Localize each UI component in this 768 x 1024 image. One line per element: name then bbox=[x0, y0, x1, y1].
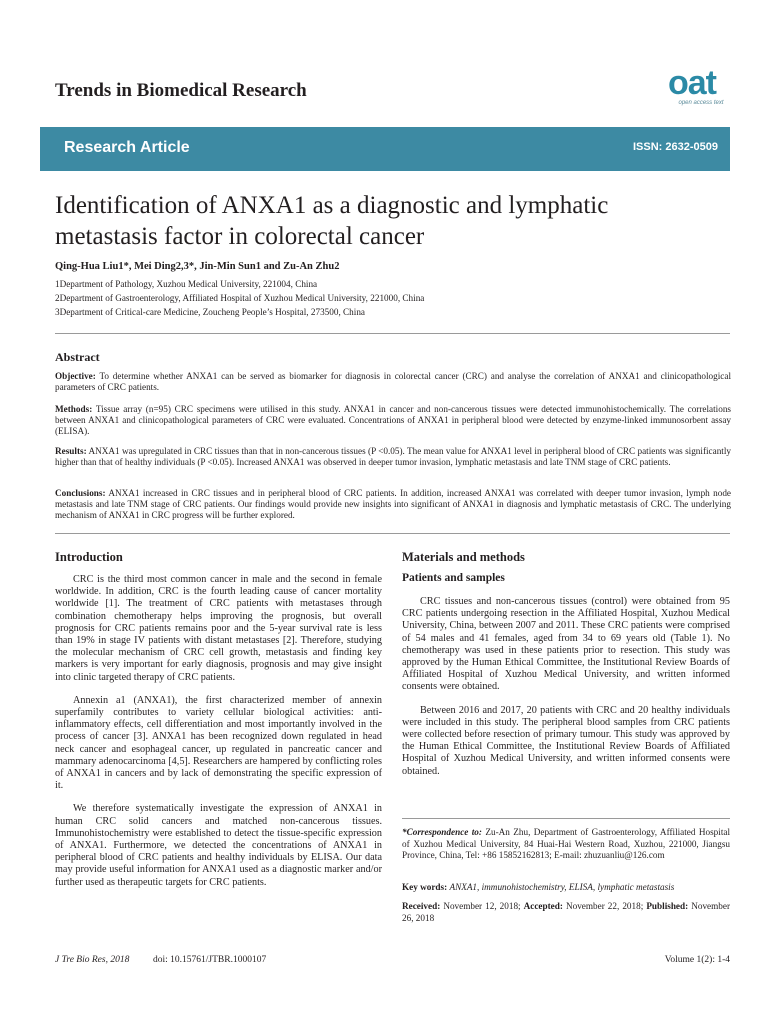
author-list: Qing-Hua Liu1*, Mei Ding2,3*, Jin-Min Sun1 and Zu-An Zhu2 bbox=[55, 261, 340, 272]
footer-doi: doi: 10.15761/JTBR.1000107 bbox=[153, 955, 267, 965]
abstract-conclusions bbox=[55, 488, 731, 522]
results-text: ANXA1 was upregulated in CRC tissues than that in non-cancerous tissues (P <0.05). The mean value for ANXA1 level in peripheral blood of CRC patients was significantly higher than that of healthy individuals (P <0.05). Increased ANXA1 was observed in deeper tumor invasion, lymphatic metastasis and late TNM stage of CRC patients. bbox=[55, 446, 732, 468]
keywords bbox=[402, 882, 730, 894]
intro-paragraph-1: CRC is the third most common cancer in male and the second in female worldwide. In addition, CRC is the fourth leading cause of cancer mortality worldwide [1]. The treatment of CRC patients with metastases through combination chemotherapy helps improving the prognosis, but overall prognosis for CRC patients remains poor and the 5-year survival rate is less than 19% in stage IV patients with distant metastases [2]. Therefore, studying the molecular mechanism of CRC cell growth, metastasis and finding key markers is very important for early diagnosis, prognosis and may give insight into clinic targeted therapy of CRC patients. bbox=[55, 574, 382, 683]
correspondence-label: *Correspondence to: bbox=[402, 827, 482, 837]
introduction-body bbox=[55, 574, 382, 889]
abstract-methods bbox=[55, 404, 731, 438]
divider bbox=[55, 533, 730, 534]
affiliation-3: 3Department of Critical-care Medicine, Zoucheng People’s Hospital, 273500, China bbox=[55, 307, 365, 317]
methods-heading: Materials and methods bbox=[402, 550, 525, 564]
article-type-label: Research Article bbox=[64, 139, 190, 156]
abstract-objective bbox=[55, 371, 731, 393]
keywords-label: Key words: bbox=[402, 882, 448, 892]
accepted-label: Accepted: bbox=[523, 901, 563, 911]
patients-subheading: Patients and samples bbox=[402, 572, 505, 584]
received-date: November 12, 2018; bbox=[443, 901, 521, 911]
published-label: Published: bbox=[646, 901, 689, 911]
affiliation-2: 2Department of Gastroenterology, Affiliated Hospital of Xuzhou Medical University, 221000, China bbox=[55, 293, 425, 303]
title-line-1: Identification of ANXA1 as a diagnostic and lymphatic bbox=[55, 192, 609, 219]
intro-paragraph-3: We therefore systematically investigate the expression of ANXA1 in human CRC solid cancers and matched non-cancerous tissues. Immunohistochemistry were established to detect the tissue-specific expression of ANXA1. Furthermore, we detected the concentrations of ANXA1 in peripheral blood of CRC patients and healthy individuals by ELISA. Our data may provide useful information for ANXA1 used as a diagnostic marker and/or further used as therapeutic targets for CRC patients. bbox=[55, 803, 382, 888]
conclusions-text: ANXA1 increased in CRC tissues and in peripheral blood of CRC patients. In addition, increased ANXA1 was correlated with deeper tumor invasion, lymph node metastasis and late TNM stage of CRC patients. Our findings would provide new insights into significant of ANXA1 in diagnosis and lymphatic metastasis of CRC. The underlying mechanism of ANXA1 in CRC progress will be further explored. bbox=[55, 488, 731, 521]
methods-label: Methods: bbox=[55, 404, 93, 414]
journal-name: Trends in Biomedical Research bbox=[55, 80, 307, 101]
footer-citation: J Tre Bio Res, 2018 bbox=[55, 955, 130, 965]
correspondence-text: Zu-An Zhu, Department of Gastroenterology, Affiliated Hospital of Xuzhou Medical University, 84 Huai-Hai Western Road, Xuzhou, 221000, Jiangsu Province, China, Tel: +86 15852162813; E-mail: zhuzuanliu@126.com bbox=[402, 827, 731, 860]
results-label: Results: bbox=[55, 446, 87, 456]
article-dates bbox=[402, 901, 730, 924]
logo-word: oat bbox=[668, 64, 716, 102]
issn-label: ISSN: 2632-0509 bbox=[633, 141, 718, 153]
title-line-2: metastasis factor in colorectal cancer bbox=[55, 223, 425, 250]
article-type-banner bbox=[40, 127, 730, 171]
methods-paragraph-2: Between 2016 and 2017, 20 patients with CRC and 20 healthy individuals were included in this study. The peripheral blood samples from CRC patients were collected before resection of primary tumour. This study was approved by the Human Ethical Committee, the Institutional Review Boards of Affiliated Hospital of Xuzhou Medical University, and written informed consents were obtained. bbox=[402, 704, 730, 777]
methods-paragraph-1: CRC tissues and non-cancerous tissues (control) were obtained from 95 CRC patients undergoing resection in the Affiliated Hospital, Xuzhou Medical University, China, between 2007 and 2011. These CRC patients were comprised of 54 males and 41 females, aged from 34 to 69 years old (Table 1). No chemotherapy was used in these patients prior to resection. This study was approved by the Human Ethical Committee, the Institutional Review Boards of Affiliated Hospital of Xuzhou Medical University, and written informed consents were obtained. bbox=[402, 596, 730, 693]
received-label: Received: bbox=[402, 901, 441, 911]
objective-text: To determine whether ANXA1 can be served as biomarker for diagnosis in colorectal cancer (CRC) and analyse the correlation of ANXA1 and clinicopathological parameters of CRC patients. bbox=[55, 371, 731, 393]
abstract-results bbox=[55, 446, 731, 468]
introduction-heading: Introduction bbox=[55, 550, 123, 564]
footer-volume: Volume 1(2): 1-4 bbox=[664, 955, 730, 965]
accepted-date: November 22, 2018; bbox=[565, 901, 644, 911]
methods-text: Tissue array (n=95) CRC specimens were utilised in this study. ANXA1 in cancer and non-cancerous tissues were detected immunohistochemically. The correlations between ANXA1 and clinicopathological parameters of CRC were evaluated. Concentrations of ANXA1 in peripheral blood were detected by enzyme-linked immunosorbent assay (ELISA). bbox=[55, 404, 731, 437]
intro-paragraph-2: Annexin a1 (ANXA1), the first characterized member of annexin superfamily contributes to variety cellular biological activities: anti-inflammatory effects, cell differentiation and most importantly involved in the process of cancer [3]. ANXA1 has been recognized down regulated in head neck cancer and esophageal cancer, up regulated in pancreatic cancer and mammary adenocarcinoma [4,5]. Researchers are hampered by conflicting roles of ANXA1 in cancers and by lack of demonstrating the specific expression of it. bbox=[55, 694, 382, 792]
published-date: November 26, 2018 bbox=[402, 901, 731, 923]
keywords-text: ANXA1, immunohistochemistry, ELISA, lymphatic metastasis bbox=[449, 882, 675, 892]
divider bbox=[55, 333, 730, 334]
conclusions-label: Conclusions: bbox=[55, 488, 106, 498]
abstract-heading: Abstract bbox=[55, 350, 100, 364]
correspondence-note bbox=[402, 827, 730, 862]
logo-tagline: open access text bbox=[678, 100, 724, 106]
article-title bbox=[55, 190, 735, 252]
divider bbox=[402, 818, 730, 819]
oat-logo bbox=[668, 66, 734, 106]
methods-body bbox=[402, 596, 730, 778]
objective-label: Objective: bbox=[55, 371, 96, 381]
affiliation-1: 1Department of Pathology, Xuzhou Medical University, 221004, China bbox=[55, 279, 318, 289]
